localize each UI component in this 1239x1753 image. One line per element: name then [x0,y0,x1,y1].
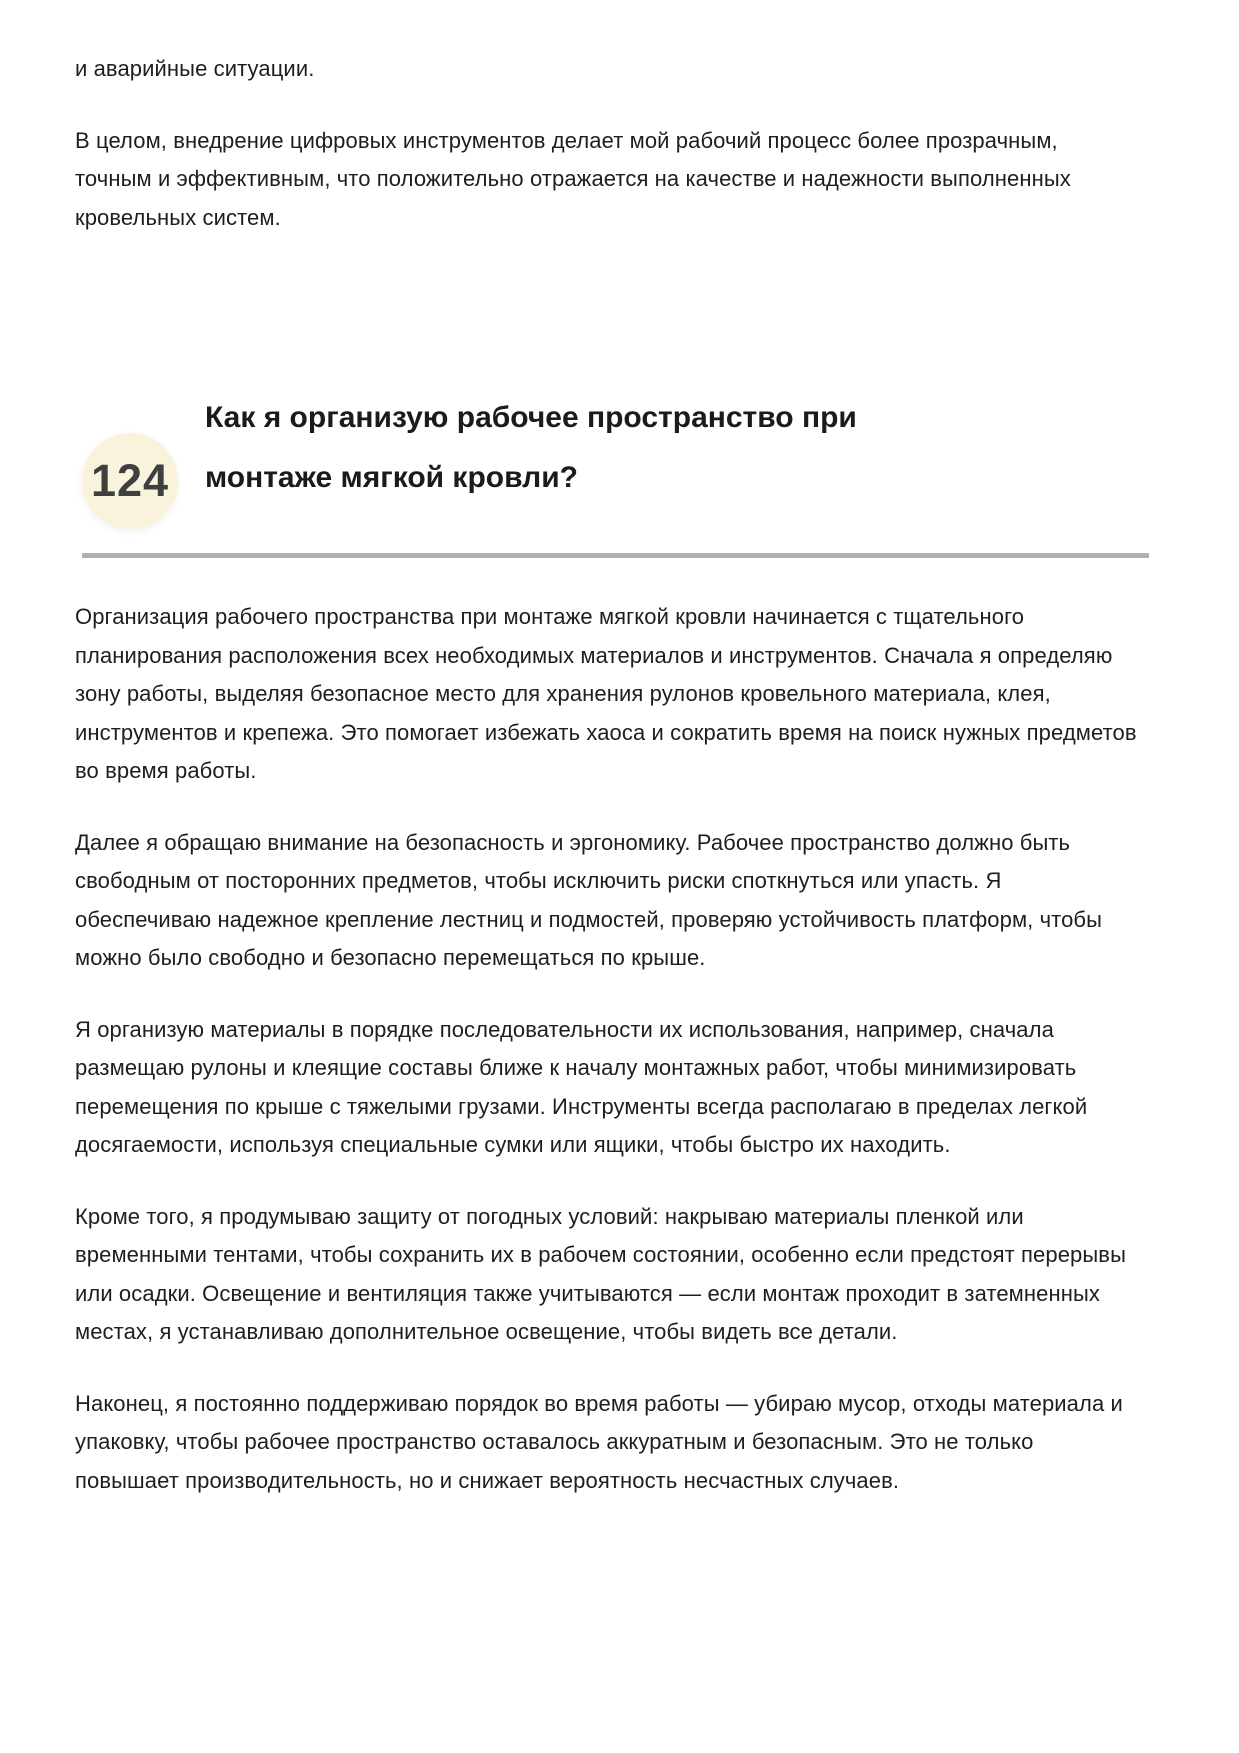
answer-paragraph: Далее я обращаю внимание на безопасность и эргономику. Рабочее пространство должно быть свободным от посторонних предметов, чтобы исключить риски споткнуться или упасть. Я обеспечиваю надежное крепление лестниц и подмостей, проверяю устойчивость платформ, чтобы можно было свободно и безопасно перемещаться по крыше. [75,829,1103,970]
answer-body [75,598,1139,1500]
question-number: 124 [90,455,170,506]
question-title: Как я организую рабочее пространство при монтаже мягкой кровли? [205,401,857,494]
section-header [82,381,1139,529]
section-divider [82,553,1149,558]
paragraph-tail: и аварийные ситуации. [75,56,315,81]
question-number-badge [82,433,178,529]
question-section [75,381,1139,1500]
answer-paragraph: Наконец, я постоянно поддерживаю порядок во время работы — убираю мусор, отходы материала и упаковку, чтобы рабочее пространство оставалось аккуратным и безопасным. Это не только повышает производительность, но и снижает вероятность несчастных случаев. [75,1390,1123,1493]
answer-paragraph: Я организую материалы в порядке последовательности их использования, например, сначала размещаю рулоны и клеящие составы ближе к началу монтажных работ, чтобы минимизировать перемещения по крыше с тяжелыми грузами. Инструменты всегда располагаю в пределах легкой досягаемости, используя специальные сумки или ящики, чтобы быстро их находить. [75,1016,1088,1157]
answer-paragraph: Организация рабочего пространства при монтаже мягкой кровли начинается с тщательного планирования расположения всех необходимых материалов и инструментов. Сначала я определяю зону работы, выделяя безопасное место для хранения рулонов кровельного материала, клея, инструментов и крепежа. Это помогает избежать хаоса и сократить время на поиск нужных предметов во время работы. [75,604,1137,783]
closing-paragraph: В целом, внедрение цифровых инструментов делает мой рабочий процесс более прозрачным, точным и эффективным, что положительно отражается на качестве и надежности выполненных кровельных систем. [75,127,1071,230]
previous-answer-ending [75,50,1139,237]
answer-paragraph: Кроме того, я продумываю защиту от погодных условий: накрываю материалы пленкой или временными тентами, чтобы сохранить их в рабочем состоянии, особенно если предстоят перерывы или осадки. Освещение и вентиляция также учитываются — если монтаж проходит в затемненных местах, я устанавливаю дополнительное освещение, чтобы видеть все детали. [75,1203,1126,1344]
